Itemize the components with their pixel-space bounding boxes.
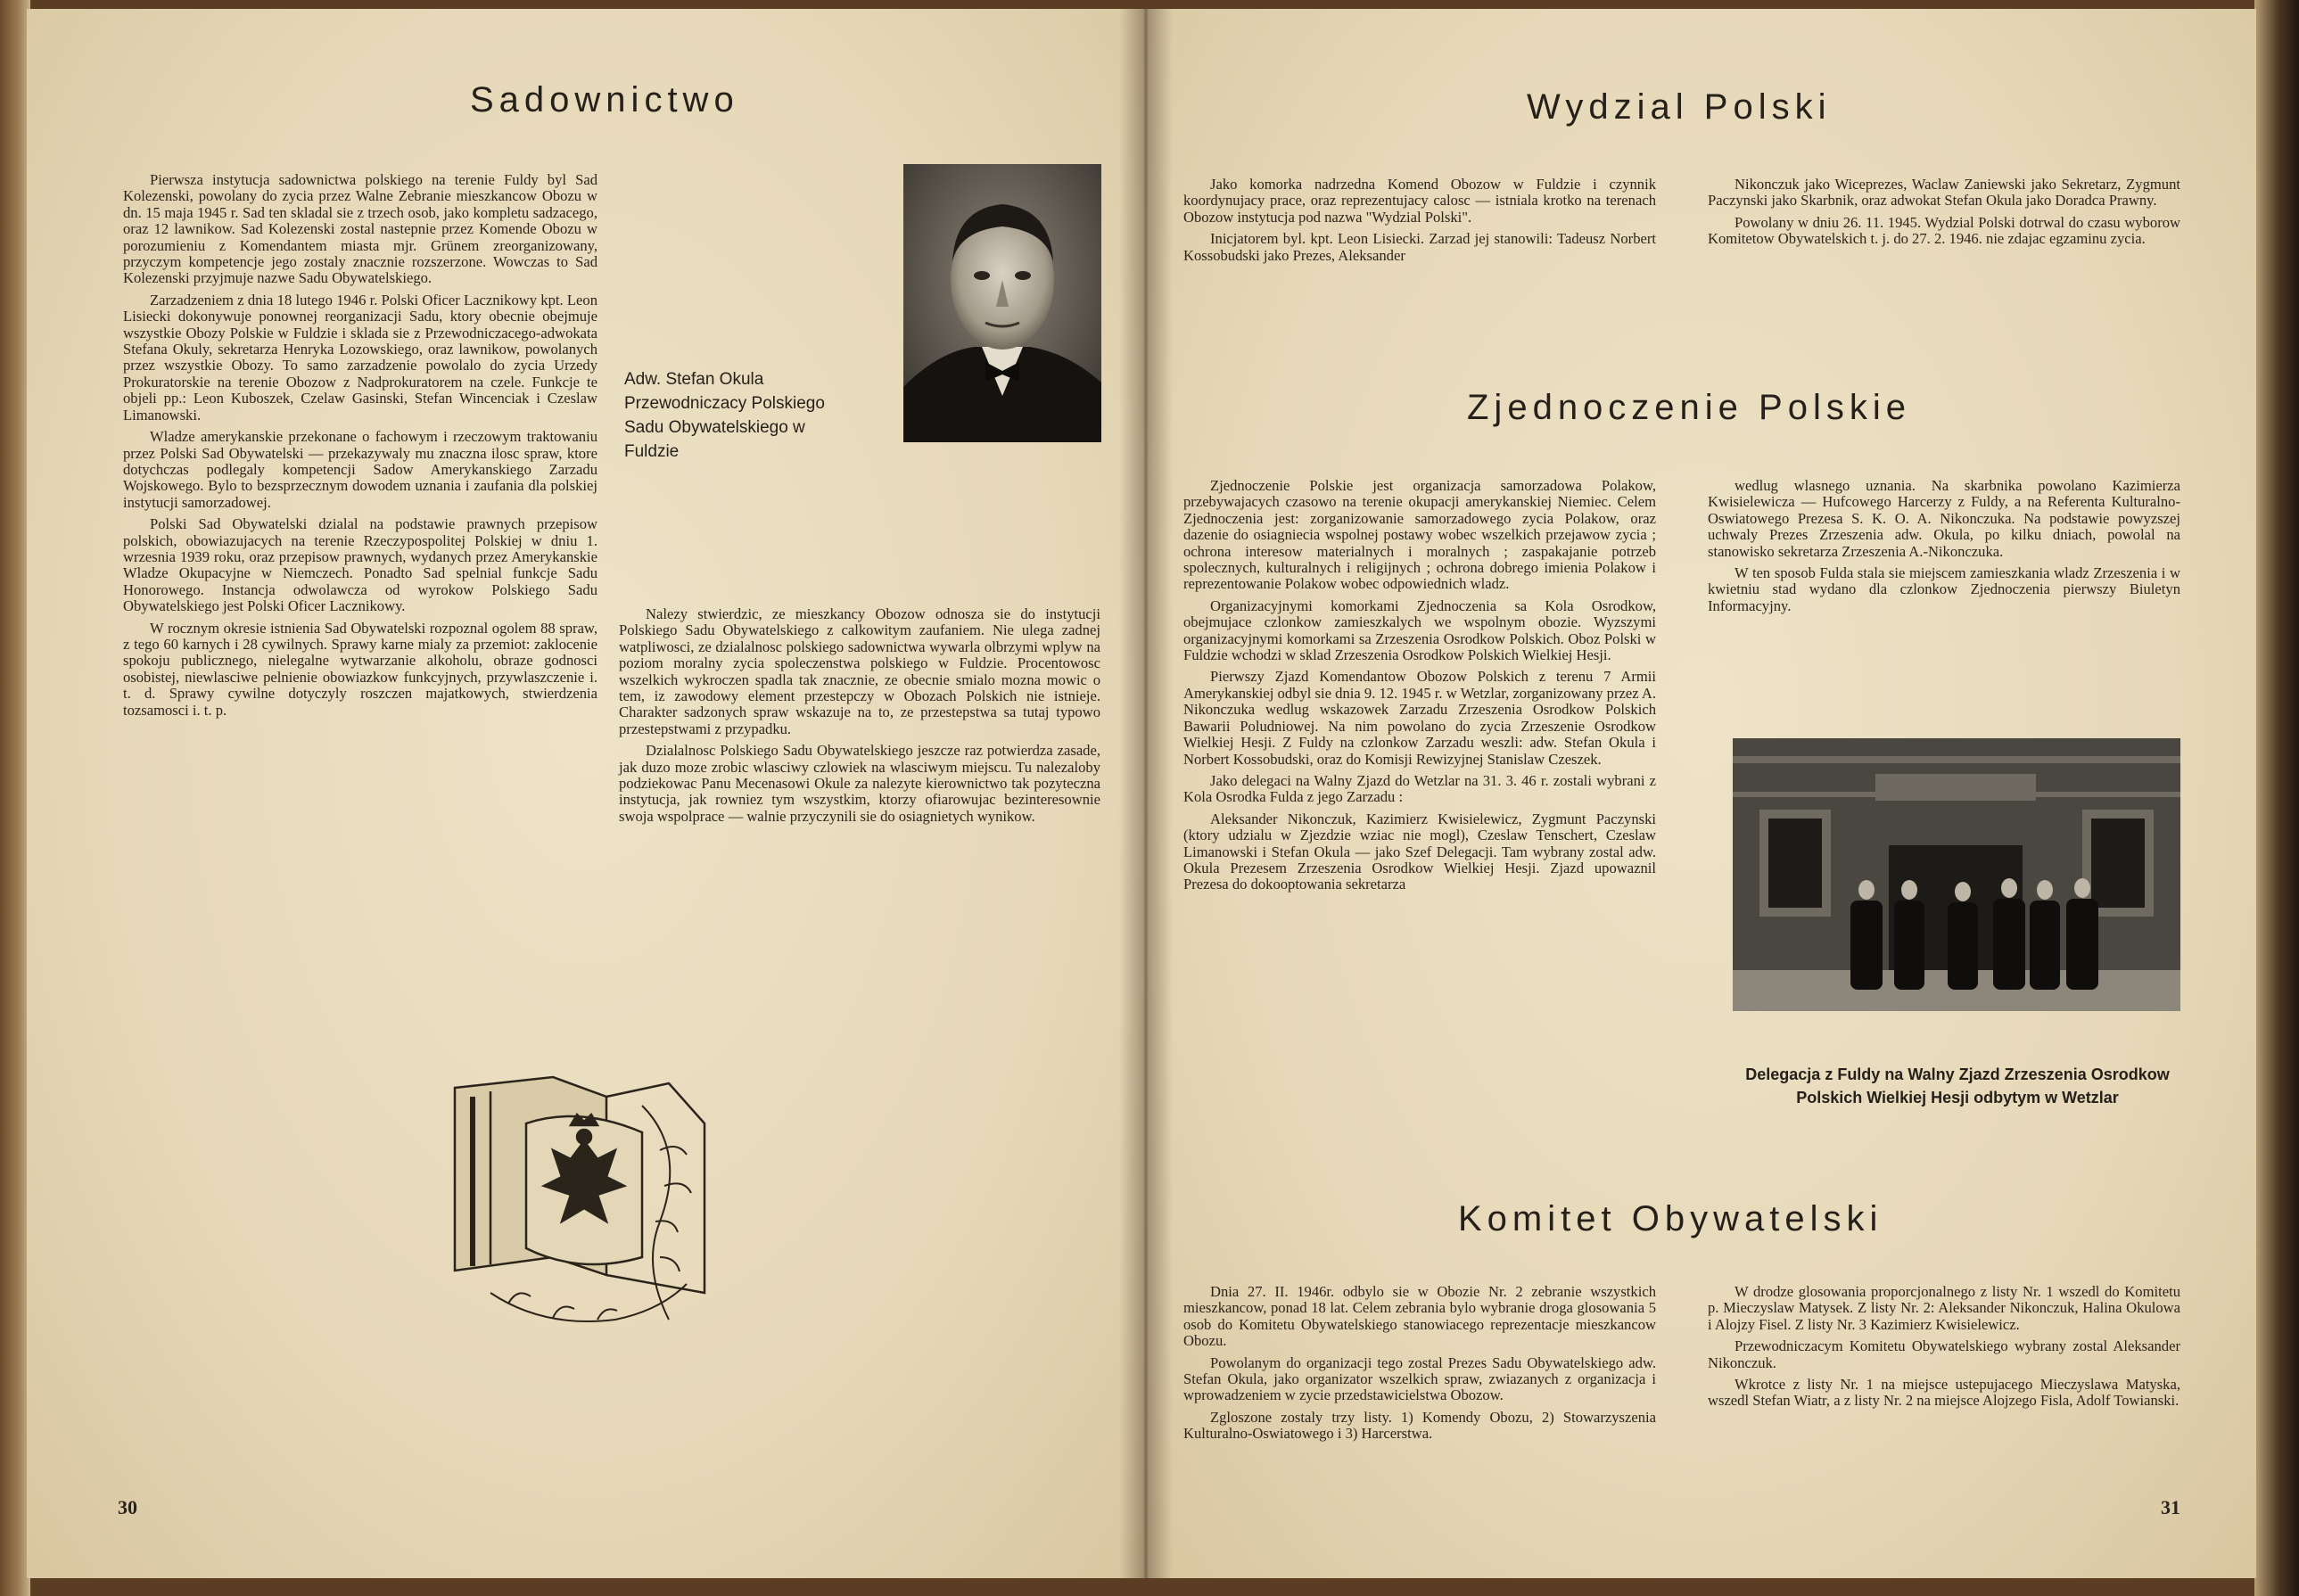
paragraph: Aleksander Nikonczuk, Kazimierz Kwisielewicz, Zygmunt Paczynski (ktory udzialu w Zjezdzie wziac nie mogl), Czeslaw Tenschert, Czeslaw Limanowski i Stefan Okula — jako Szef Delegacji. Tam wybrany zostal adw. Okula Prezesem Zrzeszenia Osrodkow Wielkiej Hesji. Zjazd upowaznil Prezesa do dokooptowania sekretarza xyxy=(1183,810,1656,893)
paragraph: Organizacyjnymi komorkami Zjednoczenia sa Kola Osrodkow, obejmujace czlonkow zamieszkalych we wspolnym obozie. Wyzszymi organizacyjnymi komorkami sa Zrzeszenia Osrodkow Polskich. Oboz Polski w Fuldzie wchodzi w sklad Zrzeszenia Osrodkow Polskich Wielkiej Hesji. xyxy=(1183,596,1656,664)
paragraph: Powolany w dniu 26. 11. 1945. Wydzial Polski dotrwal do czasu wyborow Komitetow Obywatelskich t. j. do 27. 2. 1946. nie zdajac egzaminu zycia. xyxy=(1708,213,2180,248)
caption-line: Adw. Stefan Okula xyxy=(624,370,764,389)
book-binding-left xyxy=(0,0,30,1596)
section-title-wydzial-polski: Wydzial Polski xyxy=(1527,87,1832,127)
paragraph: Dzialalnosc Polskiego Sadu Obywatelskiego jeszcze raz potwierdza zasade, jak duzo moze zrobic wlasciwy czlowiek na wlasciwym miejscu. Tu nalezaloby podziekowac Panu Mecenasowi Okule za nalezyte kierownictwo tak pozyteczna instytucja, jak rowniez tym wszystkim, ktorzy ofiarowujac bezinteresownie swoja wspolprace — walnie przyczynili sie do osiagnietych wynikow. xyxy=(619,742,1100,825)
paragraph: W rocznym okresie istnienia Sad Obywatelski rozpoznal ogolem 88 spraw, z tego 60 karnych i 28 cywilnych. Sprawy karne mialy za przemiot: zaklocenie spokoju publicznego, nielegalne wytwarzanie alkoholu, obraze godnosci osobistej, niewlasciwe pelnienie obowiazkow funkcyjnych, przywlaszczenie i. t. d. Sprawy cywilne dotyczyly roszczen majatkowych, stwierdzenia tozsamosci i. t. p. xyxy=(123,619,597,719)
paragraph: Zarzadzeniem z dnia 18 lutego 1946 r. Polski Oficer Lacznikowy kpt. Leon Lisiecki dokonywuje ponownej reorganizacji Sadu, ktory obecnie obejmuje wszystkie Obozy Polskie w Fuldzie i sklada sie z Przewodniczacego-adwokata Stefana Okuly, sekretarza Henryka Lozowskiego, oraz lawnikow, powolanych przez wszystkie Obozy. To samo zarzadzenie powolalo do zycia Urzedy Prokuratorskie na terenie Obozow z Nadprokuratorem na czele. Funkcje te objeli pp.: Leon Kuboszek, Czelaw Gasinski, Stefan Wincenciak i Czeslaw Limanowski. xyxy=(123,291,597,424)
portrait-photo xyxy=(903,164,1101,442)
caption-line: Delegacja z Fuldy na Walny Zjazd Zrzeszenia Osrodkow xyxy=(1745,1065,2170,1083)
zjednoczenie-left-column xyxy=(1183,478,1656,899)
paragraph: Nikonczuk jako Wiceprezes, Waclaw Zaniewski jako Sekretarz, Zygmunt Paczynski jako Skarbnik, oraz adwokat Stefan Okula jako Doradca Prawny. xyxy=(1708,176,2180,210)
wydzial-left-column xyxy=(1183,177,1656,269)
paragraph: Wkrotce z listy Nr. 1 na miejsce ustepujacego Mieczyslawa Matyska, wszedl Stefan Wiatr, a z listy Nr. 2 na miejsce Alojzego Fisla, Adolf Towianski. xyxy=(1708,1376,2180,1410)
paragraph: Zgloszone zostaly trzy listy. 1) Komendy Obozu, 2) Stowarzyszenia Kulturalno-Oswiatowego i 3) Harcerstwa. xyxy=(1183,1408,1656,1443)
caption-line: Fuldzie xyxy=(624,442,680,461)
page-title-sadownictwo: Sadownictwo xyxy=(470,80,739,119)
right-page xyxy=(1146,9,2256,1578)
paragraph: Dnia 27. II. 1946r. odbylo sie w Obozie Nr. 2 zebranie wszystkich mieszkancow, ponad 18 lat. Celem zebrania bylo wybranie droga glosowania 5 osob do Komitetu Obywatelskiego stanowiacego reprezentacje mieszkancow Obozu. xyxy=(1183,1283,1656,1350)
komitet-left-column xyxy=(1183,1284,1656,1448)
paragraph: Pierwsza instytucja sadownictwa polskiego na terenie Fuldy byl Sad Kolezenski, powolany do zycia przez Walne Zebranie mieszkancow Obozu w dn. 15 maja 1945 r. Sad ten skladal sie z trzech osob, jako kompletu sadzacego, oraz 12 lawnikow. Sad Kolezenski zostal nastepnie przez Komende Obozu w porozumieniu z Komendantem miasta mjr. Grünem zreorganizowany, przyczym kompetencje jego zostaly znacznie rozszerzone. Wowczas to Sad Kolezenski przyjmuje nazwe Sadu Obywatelskiego. xyxy=(123,171,597,287)
paragraph: Nalezy stwierdzic, ze mieszkancy Obozow odnosza sie do instytucji Polskiego Sadu Obywatelskiego z calkowitym zaufaniem. Nie ulega zadnej watpliwosci, ze dzialalnosc polskiego sadownictwa wywarla olbrzymi wplyw na poziom moralny zycia spoleczenstwa polskiego w Fuldzie. Procentowosc wszelkich wykroczen spadla tak znacznie, ze obecnie smialo mozna mowic o tem, iz zawodowy element przestepczy w Obozach Polskich nie istnieje. Charakter sadzonych spraw wskazuje na to, ze przestepstwa sa tutaj typowo przestepstwami z przypadku. xyxy=(619,605,1100,737)
left-page xyxy=(27,9,1146,1578)
paragraph: wedlug wlasnego uznania. Na skarbnika powolano Kazimierza Kwisielewicza — Hufcowego Harcerzy z Fuldy, a na Referenta Kulturalno-Oswiatowego Prezesa S. K. O. A. Nikonczuka. Na podstawie powyzszej uchwaly Prezes Zrzeszenia adw. Okula, po kilku dniach, powolal na stanowisko sekretarza Zrzeszenia A.-Nikonczuka. xyxy=(1708,477,2180,560)
page-number-left: 30 xyxy=(118,1496,137,1518)
caption-line: Polskich Wielkiej Hesji odbytym w Wetzlar xyxy=(1796,1089,2119,1107)
paragraph: Wladze amerykanskie przekonane o fachowym i rzeczowym traktowaniu przez Polski Sad Obywatelski — przekazywaly mu znaczna ilosc spraw, ktore dotychczas podlegaly kompetencji Sadow Amerykanskiego Zarzadu Wojskowego. Bylo to bezsprzecznym dowodem uznania i zaufania dla polskiej instytucji samorzadowej. xyxy=(123,428,597,511)
paragraph: Powolanym do organizacji tego zostal Prezes Sadu Obywatelskiego adw. Stefan Okula, jako organizator wszelkich spraw, zwiazanych z organizacja i wprowadzeniem w zycie przedstawicielstwa Obozow. xyxy=(1183,1353,1656,1404)
page-number-right: 31 xyxy=(2161,1496,2180,1518)
left-column-text xyxy=(123,172,597,724)
wydzial-right-column xyxy=(1708,177,2180,253)
portrait-caption xyxy=(624,367,892,464)
delegation-photo xyxy=(1733,738,2180,1011)
paragraph: Polski Sad Obywatelski dzialal na podstawie prawnych przepisow polskich, obowiazujacych na terenie Rzeczypospolitej Polskiej w dniu 1. wrzesnia 1939 roku, oraz przepisow prawnych, wydanych przez Amerykanskie Wladze Okupacyjne w Niemczech. Ponadto Sad spelnial funkcje Sadu Honorowego. Instancja odwolawcza od wyrokow Polskiego Sadu Obywatelskiego jest Polski Oficer Lacznikowy. xyxy=(123,515,597,615)
section-title-komitet-obywatelski: Komitet Obywatelski xyxy=(1458,1199,1883,1238)
polish-eagle-emblem-icon xyxy=(437,1070,767,1346)
paragraph: Zjednoczenie Polskie jest organizacja samorzadowa Polakow, przebywajacych czasowo na terenie okupacji amerykanskiej Niemiec. Celem Zjednoczenia jest: zorganizowanie samorzadowego zycia Polakow, oraz dazenie do osiagniecia wspolnej postawy wobec wszelkich przejawow zycia ; ochrona interesow materialnych i moralnych ; zaspakajanie potrzeb spolecznych, kulturalnych i religijnych ; ochrona dobrego imienia Polakow i reprezentowanie Polakow wobec odpowiednich wladz. xyxy=(1183,477,1656,593)
delegation-image xyxy=(1733,738,2180,1011)
right-column-text xyxy=(619,606,1100,830)
komitet-right-column xyxy=(1708,1284,2180,1415)
book-binding-right xyxy=(2254,0,2299,1596)
paragraph: Przewodniczacym Komitetu Obywatelskiego wybrany zostal Aleksander Nikonczuk. xyxy=(1708,1337,2180,1371)
paragraph: Inicjatorem byl. kpt. Leon Lisiecki. Zarzad jej stanowili: Tadeusz Norbert Kossobudski jako Prezes, Aleksander xyxy=(1183,230,1656,264)
paragraph: Jako delegaci na Walny Zjazd do Wetzlar na 31. 3. 46 r. zostali wybrani z Kola Osrodka Fulda z jego Zarzadu : xyxy=(1183,771,1656,806)
paragraph: W drodze glosowania proporcjonalnego z listy Nr. 1 wszedl do Komitetu p. Mieczyslaw Matysek. Z listy Nr. 2: Aleksander Nikonczuk, Halina Okulowa i Alojzy Fisel. Z listy Nr. 3 Kazimierz Kwisielewicz. xyxy=(1708,1283,2180,1333)
section-title-zjednoczenie-polskie: Zjednoczenie Polskie xyxy=(1467,388,1911,427)
paragraph: W ten sposob Fulda stala sie miejscem zamieszkania wladz Zrzeszenia i w kwietniu stad wydano dla czlonkow Zjednoczenia pierwszy Biuletyn Informacyjny. xyxy=(1708,564,2180,614)
paragraph: Pierwszy Zjazd Komendantow Obozow Polskich z terenu 7 Armii Amerykanskiej odbyl sie dnia 9. 12. 1945 r. w Wetzlar, zorganizowany przez A. Nikonczuka wedlug wskazowek Zarzadu Zrzeszenia Osrodkow Polskich Bawarii Poludniowej. Na nim powolano do zycia Zrzeszenie Osrodkow Wielkiej Hesji. Z Fuldy na czlonkow Zarzadu weszli: adw. Stefan Okula i Norbert Kossobudski, oraz do Komisji Rewizyjnej Stanislaw Czeszek. xyxy=(1183,668,1656,768)
zjednoczenie-right-column xyxy=(1708,478,2180,620)
caption-line: Sadu Obywatelskiego w xyxy=(624,418,805,437)
delegation-caption xyxy=(1699,1063,2216,1109)
caption-line: Przewodniczacy Polskiego xyxy=(624,394,825,413)
portrait-image xyxy=(903,164,1101,442)
paragraph: Jako komorka nadrzedna Komend Obozow w Fuldzie i czynnik koordynujacy prace, oraz reprezentujacy calosc — istniala krotko na terenach Obozow instytucja pod nazwa "Wydzial Polski". xyxy=(1183,176,1656,226)
